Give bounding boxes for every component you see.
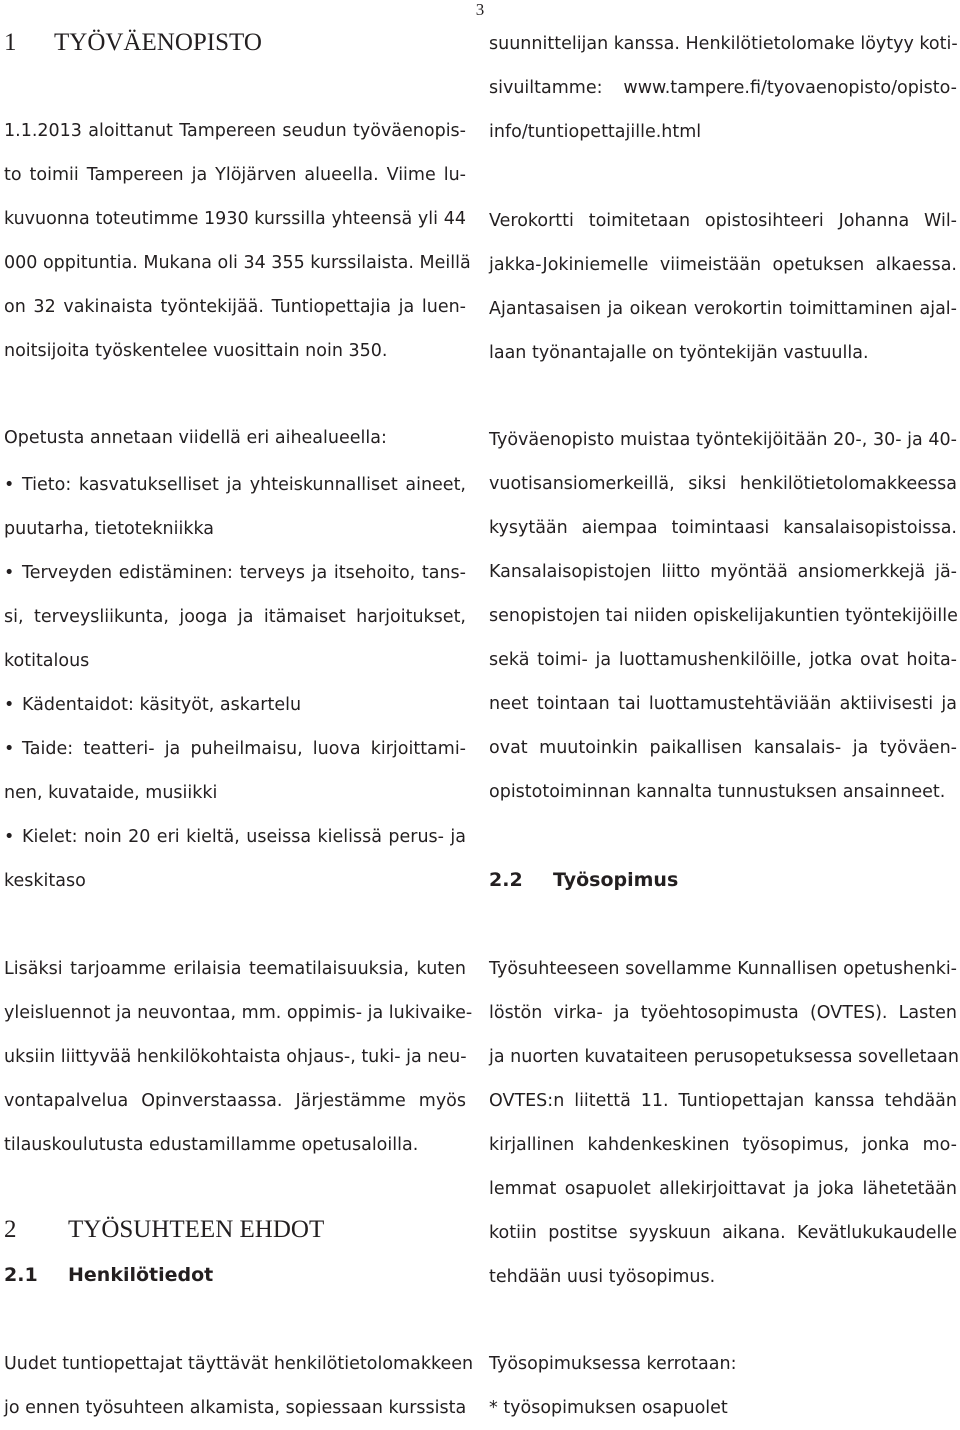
award-line: ovat muutoinkin paikallisen kansalais- ja työväen- — [489, 738, 957, 758]
bullet-icon: • — [4, 827, 15, 847]
bullet-item — [4, 683, 466, 727]
themes-line: Lisäksi tarjoamme erilaisia teematilaisuuksia, kuten — [4, 959, 466, 979]
heading-tyosopimus — [489, 858, 957, 902]
form-line: info/tuntiopettajille.html — [489, 122, 702, 142]
bullet-line: keskitaso — [4, 871, 86, 891]
award-paragraph — [489, 418, 957, 814]
contract-content-item: * työsopimuksen osapuolet — [489, 1398, 728, 1418]
award-line: vuotisansiomerkeillä, siksi henkilötietolomakkeessa — [489, 474, 957, 494]
themes-paragraph — [4, 947, 473, 1167]
bullet-line — [4, 683, 466, 727]
contract-content-intro: Työsopimuksessa kerrotaan: — [489, 1354, 737, 1374]
heading-number: 1 — [4, 29, 17, 56]
bullet-text: Taide: teatteri- ja puheilmaisu, luova kirjoittami- — [22, 739, 466, 759]
intro-line: noitsijoita työskentelee vuosittain noin 350. — [4, 341, 388, 361]
award-line: kysytään aiempaa toimintaasi kansalaisopistoissa. — [489, 518, 957, 538]
intro-paragraph — [4, 109, 471, 373]
themes-line: tilauskoulutusta edustamillamme opetusaloilla. — [4, 1135, 419, 1155]
areas-bullet-list — [4, 463, 466, 903]
contract-paragraph — [489, 947, 957, 1299]
bullet-icon: • — [4, 695, 15, 715]
intro-line: on 32 vakinaista työntekijää. Tuntiopettajia ja luen- — [4, 297, 466, 317]
bullet-icon: • — [4, 739, 15, 759]
tax-card-line: Ajantasaisen ja oikean verokortin toimittaminen ajal- — [489, 299, 957, 319]
tax-card-paragraph — [489, 199, 957, 375]
bullet-text: Tieto: kasvatukselliset ja yhteiskunnalliset aineet, — [22, 475, 466, 495]
page-number: 3 — [475, 0, 485, 19]
contract-line: löstön virka- ja työehtosopimusta (OVTES). Lasten — [489, 1003, 957, 1023]
heading-tyosuhteen-ehdot — [4, 1208, 466, 1252]
bullet-item — [4, 551, 466, 683]
bullet-item — [4, 463, 466, 551]
bullet-text: Terveyden edistäminen: terveys ja itsehoito, tans- — [22, 563, 466, 583]
contract-line: lemmat osapuolet allekirjoittavat ja joka lähetetään — [489, 1179, 957, 1199]
personal-info-line: Uudet tuntiopettajat täyttävät henkilötietolomakkeen — [4, 1354, 474, 1374]
form-paragraph — [489, 22, 957, 154]
contract-line: tehdään uusi työsopimus. — [489, 1267, 716, 1287]
heading-tyovaenopisto — [4, 21, 466, 65]
contract-line: ja nuorten kuvataiteen perusopetuksessa sovelletaan — [489, 1047, 959, 1067]
heading-number: 2 — [4, 1216, 17, 1243]
themes-line: yleisluennot ja neuvontaa, mm. oppimis- ja lukivaike- — [4, 1003, 473, 1023]
intro-line: 000 oppituntia. Mukana oli 34 355 kurssilaista. Meillä — [4, 253, 471, 273]
heading-title: Työsopimus — [553, 869, 679, 891]
contract-line: kotiin postitse syyskuun aikana. Kevätlukukaudelle — [489, 1223, 957, 1243]
bullet-item — [4, 815, 466, 903]
bullet-text: Kielet: noin 20 eri kieltä, useissa kielissä perus- ja — [22, 827, 466, 847]
form-line: sivuiltamme: www.tampere.fi/tyovaenopisto/opisto- — [489, 78, 957, 98]
tax-card-line: Verokortti toimitetaan opistosihteeri Johanna Wil- — [489, 211, 957, 231]
personal-info-paragraph — [4, 1342, 474, 1430]
bullet-line: puutarha, tietotekniikka — [4, 519, 215, 539]
themes-line: vontapalvelua Opinverstaassa. Järjestämme myös — [4, 1091, 466, 1111]
contract-line: Työsuhteeseen sovellamme Kunnallisen opetushenki- — [489, 959, 957, 979]
form-line: suunnittelijan kanssa. Henkilötietolomake löytyy koti- — [489, 34, 958, 54]
bullet-line: si, terveysliikunta, jooga ja itämaiset harjoitukset, — [4, 607, 466, 627]
bullet-text: Kädentaidot: käsityöt, askartelu — [22, 695, 302, 715]
heading-title: Henkilötiedot — [68, 1264, 214, 1286]
heading-title: TYÖVÄENOPISTO — [54, 29, 262, 56]
bullet-line: kotitalous — [4, 651, 90, 671]
personal-info-line: jo ennen työsuhteen alkamista, sopiessaan kurssista — [4, 1398, 467, 1418]
bullet-line — [4, 463, 466, 507]
areas-intro: Opetusta annetaan viidellä eri aihealueella: — [4, 428, 387, 448]
bullet-line — [4, 815, 466, 859]
bullet-line — [4, 727, 466, 771]
bullet-line — [4, 551, 466, 595]
heading-title: TYÖSUHTEEN EHDOT — [68, 1216, 325, 1243]
bullet-line: nen, kuvataide, musiikki — [4, 783, 218, 803]
award-line: Työväenopisto muistaa työntekijöitään 20-, 30- ja 40- — [489, 430, 957, 450]
intro-line: to toimii Tampereen ja Ylöjärven alueella. Viime lu- — [4, 165, 466, 185]
award-line: opistotoiminnan kannalta tunnustuksen ansainneet. — [489, 782, 946, 802]
tax-card-line: jakka-Jokiniemelle viimeistään opetuksen alkaessa. — [489, 255, 957, 275]
themes-line: uksiin liittyvää henkilökohtaista ohjaus-, tuki- ja neu- — [4, 1047, 467, 1067]
contract-line: OVTES:n liitettä 11. Tuntiopettajan kanssa tehdään — [489, 1091, 957, 1111]
bullet-icon: • — [4, 563, 15, 583]
intro-line: kuvuonna toteutimme 1930 kurssilla yhteensä yli 44 — [4, 209, 466, 229]
heading-henkilotiedot — [4, 1253, 466, 1297]
award-line: senopistojen tai niiden opiskelijakuntien työntekijöille — [489, 606, 958, 626]
tax-card-line: laan työnantajalle on työntekijän vastuulla. — [489, 343, 869, 363]
bullet-item — [4, 727, 466, 815]
intro-line: 1.1.2013 aloittanut Tampereen seudun työväenopis- — [4, 121, 466, 141]
award-line: neet tointaan tai luottamustehtäviään aktiivisesti ja — [489, 694, 957, 714]
contract-line: kirjallinen kahdenkeskinen työsopimus, jonka mo- — [489, 1135, 957, 1155]
award-line: Kansalaisopistojen liitto myöntää ansiomerkkejä jä- — [489, 562, 957, 582]
award-line: sekä toimi- ja luottamushenkilöille, jotka ovat hoita- — [489, 650, 957, 670]
heading-number: 2.1 — [4, 1264, 38, 1286]
heading-number: 2.2 — [489, 869, 523, 891]
bullet-icon: • — [4, 475, 15, 495]
